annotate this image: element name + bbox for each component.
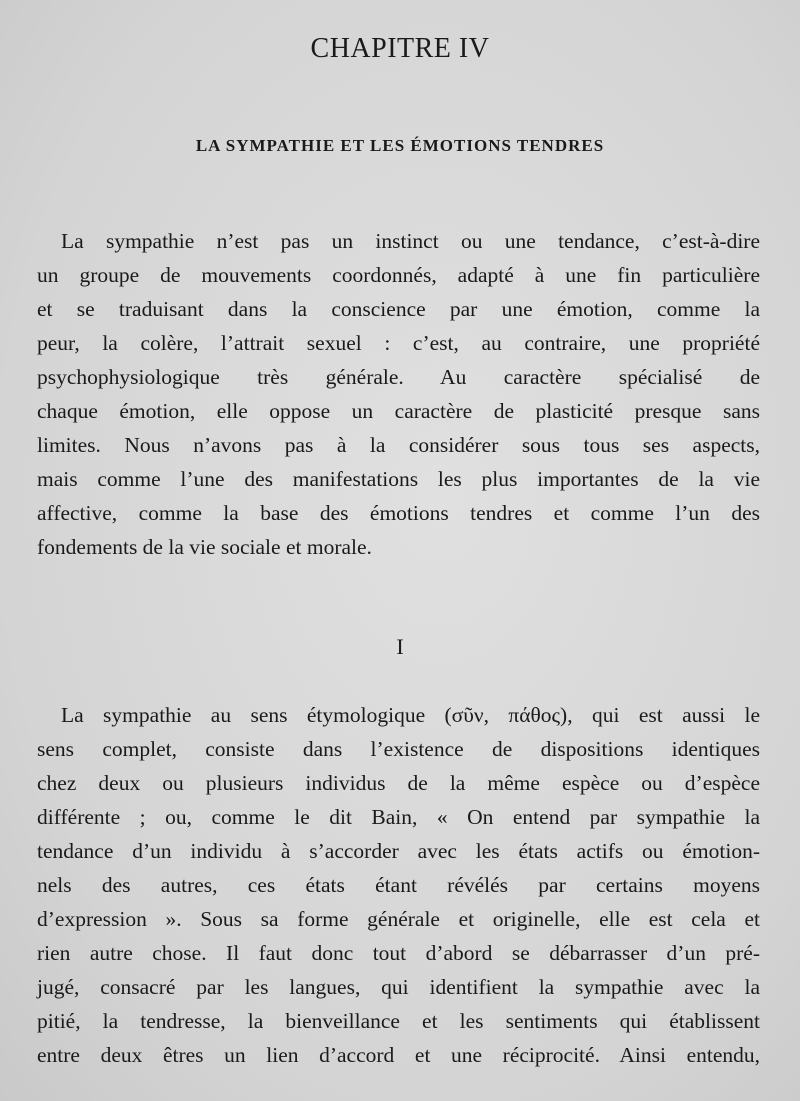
- text-line: fondements de la vie sociale et morale.: [37, 535, 372, 559]
- section-title: LA SYMPATHIE ET LES ÉMOTIONS TENDRES: [195, 136, 605, 155]
- chapter-title: CHAPITRE IV: [310, 33, 490, 64]
- text-line: un groupe de mouvements coordonnés, adapté à une fin particulière: [37, 263, 760, 287]
- section-numeral: I: [396, 634, 404, 659]
- text-line: sens complet, consiste dans l’existence de dispositions identiques: [37, 737, 760, 761]
- text-line: différente ; ou, comme le dit Bain, « On entend par sympathie la: [37, 805, 760, 829]
- text-line: et se traduisant dans la conscience par une émotion, comme la: [37, 297, 760, 321]
- text-line: nels des autres, ces états étant révélés par certains moyens: [37, 873, 760, 897]
- text-line: tendance d’un individu à s’accorder avec les états actifs ou émotion-: [37, 839, 760, 863]
- text-line: chez deux ou plusieurs individus de la même espèce ou d’espèce: [37, 771, 760, 795]
- text-line: La sympathie n’est pas un instinct ou une tendance, c’est-à-dire: [61, 229, 760, 253]
- text-line: mais comme l’une des manifestations les plus importantes de la vie: [37, 467, 760, 491]
- text-line: entre deux êtres un lien d’accord et une réciprocité. Ainsi entendu,: [37, 1043, 760, 1067]
- text-line: chaque émotion, elle oppose un caractère de plasticité presque sans: [37, 399, 760, 423]
- text-line: affective, comme la base des émotions tendres et comme l’un des: [37, 501, 760, 525]
- text-line: rien autre chose. Il faut donc tout d’abord se débarrasser d’un pré-: [37, 941, 760, 965]
- text-line: psychophysiologique très générale. Au caractère spécialisé de: [37, 365, 760, 389]
- text-line: pitié, la tendresse, la bienveillance et les sentiments qui établissent: [37, 1009, 760, 1033]
- text-line: limites. Nous n’avons pas à la considérer sous tous ses aspects,: [37, 433, 760, 457]
- text-line: jugé, consacré par les langues, qui identifient la sympathie avec la: [37, 975, 760, 999]
- text-line: La sympathie au sens étymologique (σῦν, πάθος), qui est aussi le: [61, 703, 760, 727]
- text-line: peur, la colère, l’attrait sexuel : c’est, au contraire, une propriété: [37, 331, 760, 355]
- text-line: d’expression ». Sous sa forme générale et originelle, elle est cela et: [37, 907, 760, 931]
- paragraph-intro: [37, 224, 760, 564]
- paragraph-section-one: [37, 698, 760, 1072]
